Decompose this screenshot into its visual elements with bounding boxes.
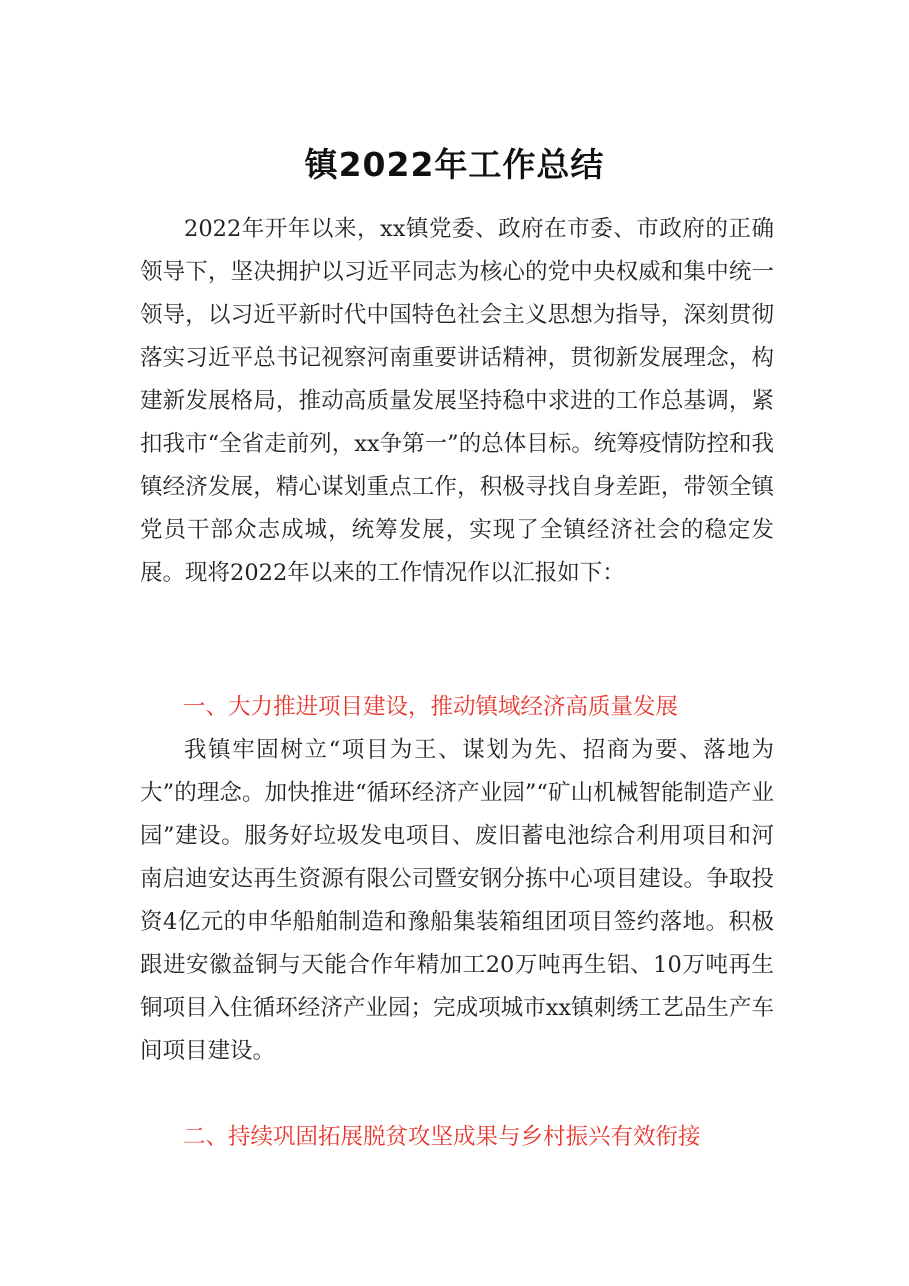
section-heading-2: 二、持续巩固拓展脱贫攻坚成果与乡村振兴有效衔接 <box>183 1124 701 1150</box>
section-heading-1: 一、大力推进项目建设，推动镇域经济高质量发展 <box>183 694 679 720</box>
document-title: 镇2022年工作总结 <box>304 145 605 184</box>
body-paragraph-intro: 2022年开年以来，xx镇党委、政府在市委、市政府的正确领导下，坚决拥护以习近平同志为核心的党中央权威和集中统一领导，以习近平新时代中国特色社会主义思想为指导，深刻贯彻落实习近平总书记视察河南重要讲话精神，贯彻新发展理念，构建新发展格局，推动高质量发展坚持稳中求进的工作总基调，紧扣我市“全省走前列，xx争第一”的总体目标。统筹疫情防控和我镇经济发展，精心谋划重点工作，积极寻找自身差距，带领全镇党员干部众志成城，统筹发展，实现了全镇经济社会的稳定发展。现将2022年以来的工作情况作以汇报如下： <box>140 216 774 586</box>
body-paragraph-projects: 我镇牢固树立“项目为王、谋划为先、招商为要、落地为大”的理念。加快推进“循环经济产业园”“矿山机械智能制造产业园”建设。服务好垃圾发电项目、废旧蓄电池综合利用项目和河南启迪安达再生资源有限公司暨安钢分拣中心项目建设。争取投资4亿元的申华船舶制造和豫船集装箱组团项目签约落地。积极跟进安徽益铜与天能合作年精加工20万吨再生铝、10万吨再生铜项目入住循环经济产业园；完成项城市xx镇刺绣工艺品生产车间项目建设。 <box>140 737 774 1064</box>
